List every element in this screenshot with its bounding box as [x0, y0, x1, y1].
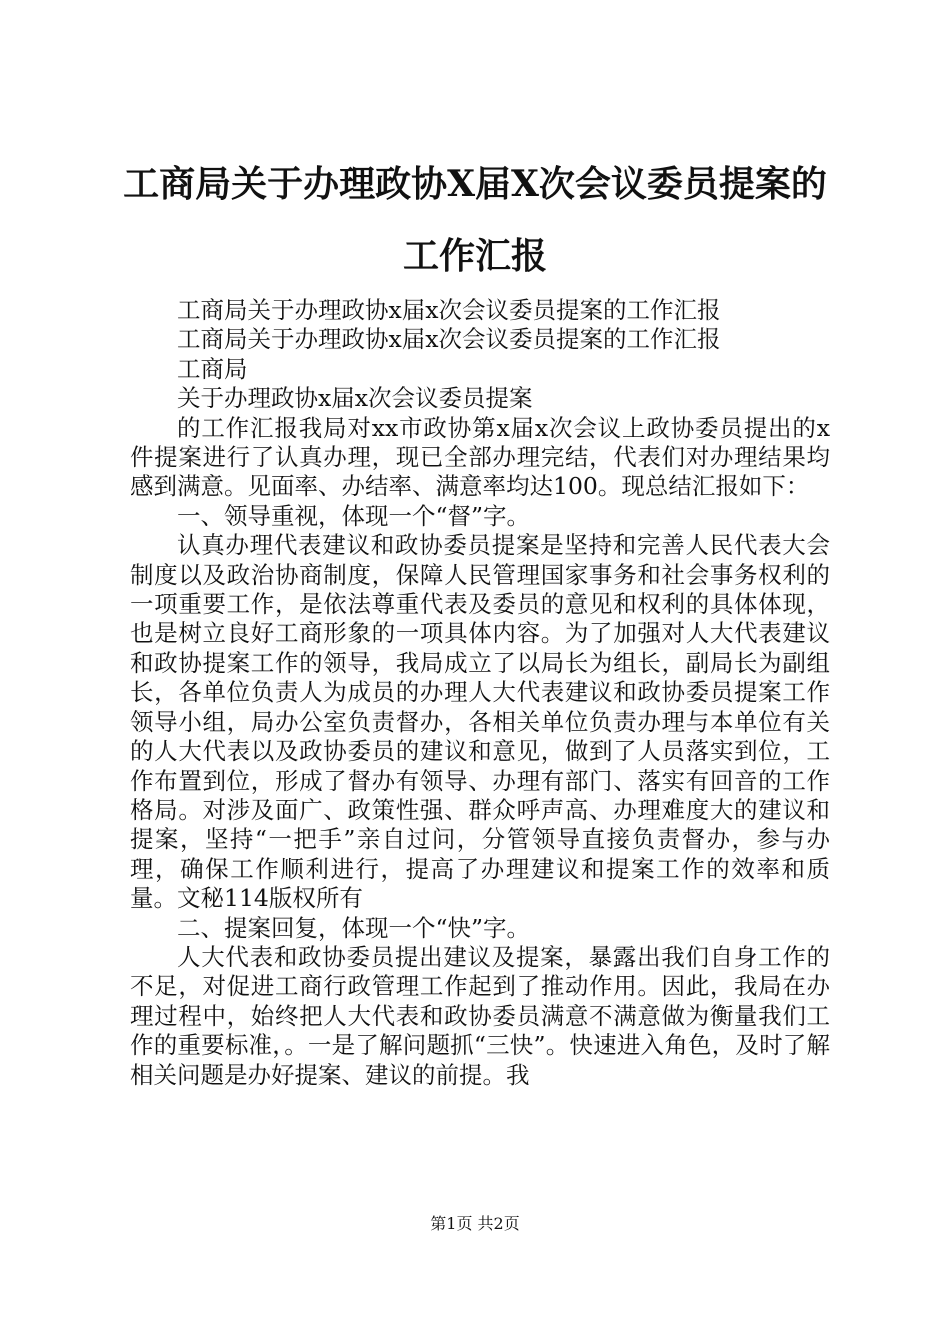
paragraph: 关于办理政协x届x次会议委员提案 — [177, 384, 533, 413]
paragraph: 人大代表和政协委员提出建议及提案，暴露出我们自身工作的不足，对促进工商行政管理工作起到了推动作用。因此，我局在办理过程中，始终把人大代表和政协委员满意不满意做为衡量我们工作的重要标准，。一是了解问题抓“三快”。快速进入角色，及时了解相关问题是办好提案、建议的前提。我 — [130, 942, 830, 1089]
document-title: 工商局关于办理政协X届X次会议委员提案的工作汇报 — [123, 163, 827, 277]
document-body — [130, 296, 830, 1090]
section-heading: 二、提案回复，体现一个“快”字。 — [177, 913, 531, 942]
paragraph: 认真办理代表建议和政协委员提案是坚持和完善人民代表大会制度以及政治协商制度，保障人民管理国家事务和社会事务权利的一项重要工作，是依法尊重代表及委员的意见和权利的具体体现，也是树立良好工商形象的一项具体内容。为了加强对人大代表建议和政协提案工作的领导，我局成立了以局长为组长，副局长为副组长，各单位负责人为成员的办理人大代表建议和政协委员提案工作领导小组，局办公室负责督办，各相关单位负责办理与本单位有关的人大代表以及政协委员的建议和意见，做到了人员落实到位，工作布置到位，形成了督办有领导、办理有部门、落实有回音的工作格局。对涉及面广、政策性强、群众呼声高、办理难度大的建议和提案，坚持“一把手”亲自过问，分管领导直接负责督办，参与办理，确保工作顺利进行，提高了办理建议和提案工作的效率和质量。文秘114版权所有 — [130, 531, 830, 913]
paragraph: 工商局 — [177, 354, 248, 383]
paragraph: 工商局关于办理政协x届x次会议委员提案的工作汇报 — [177, 296, 721, 324]
paragraph: 的工作汇报我局对xx市政协第x届x次会议上政协委员提出的x件提案进行了认真办理，现已全部办理完结，代表们对办理结果均感到满意。见面率、办结率、满意率均达100。现总结汇报如下： — [130, 413, 830, 501]
section-heading: 一、领导重视，体现一个“督”字。 — [177, 501, 531, 530]
paragraph: 工商局关于办理政协x届x次会议委员提案的工作汇报 — [177, 325, 721, 354]
page-number-footer: 第1页 共2页 — [430, 1214, 520, 1233]
